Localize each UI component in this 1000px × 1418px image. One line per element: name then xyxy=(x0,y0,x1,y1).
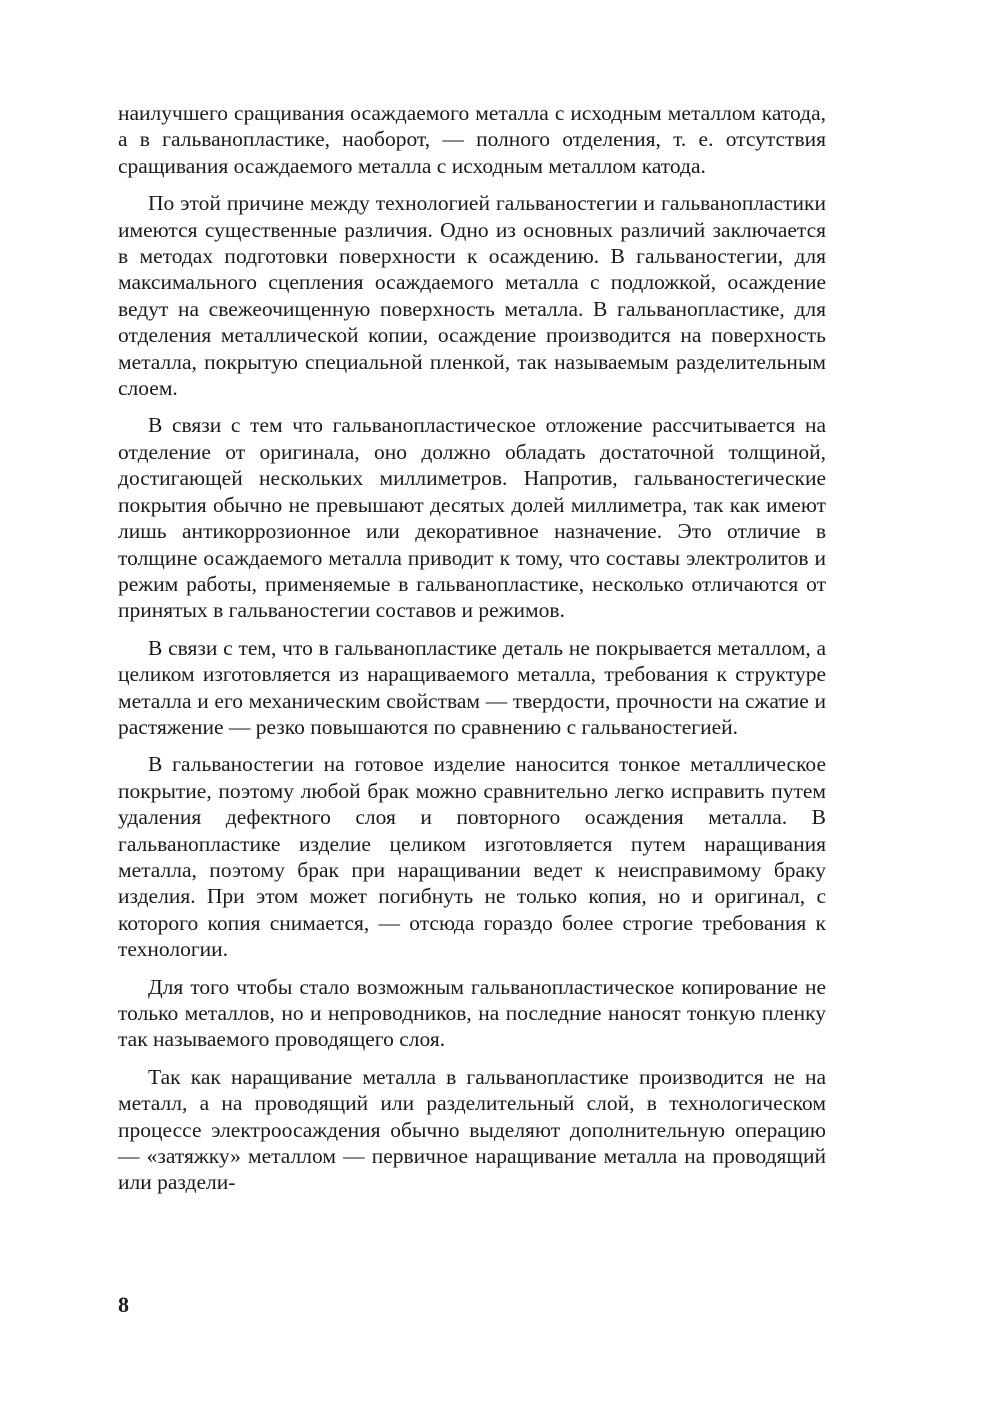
page-number: 8 xyxy=(118,1292,129,1317)
paragraph-4: В связи с тем, что в гальванопластике деталь не покрывается металлом, а целиком изготовляется из наращиваемого металла, требования к структуре металла и его механическим свойствам — твердости, прочности на сжатие и растяжение — резко повышаются по сравнению с гальваностегией. xyxy=(118,635,826,739)
paragraph-3: В связи с тем что гальванопластическое отложение рассчитывается на отделение от оригинала, оно должно обладать достаточной толщиной, достигающей нескольких миллиметров. Напротив, гальваностегические покрытия обычно не превышают десятых долей миллиметра, так как имеют лишь антикоррозионное или декоративное назначение. Это отличие в толщине осаждаемого металла приводит к тому, что составы электролитов и режим работы, применяемые в гальванопластике, несколько отличаются от принятых в гальваностегии составов и режимов. xyxy=(118,413,826,623)
paragraph-7: Так как наращивание металла в гальванопластике производится не на металл, а на проводящий или разделительный слой, в технологическом процессе электроосаждения обычно выделяют дополнительную операцию — «затяжку» металлом — первичное наращивание металла на проводящий или раздели- xyxy=(118,1064,826,1195)
paragraph-6: Для того чтобы стало возможным гальванопластическое копирование не только металлов, но и непроводников, на последние наносят тонкую пленку так называемого проводящего слоя. xyxy=(118,974,826,1052)
paragraph-2: По этой причине между технологией гальваностегии и гальванопластики имеются существенные различия. Одно из основных различий заключается в методах подготовки поверхности к осаждению. В гальваностегии, для максимального сцепления осаждаемого металла с подложкой, осаждение ведут на свежеочищенную поверхность металла. В гальванопластике, для отделения металлической копии, осаждение производится на поверхность металла, покрытую специальной пленкой, так называемым разделительным слоем. xyxy=(118,191,826,401)
paragraph-1: наилучшего сращивания осаждаемого металла с исходным металлом катода, а в гальванопластике, наоборот, — полного отделения, т. е. отсутствия сращивания осаждаемого металла с исходным металлом катода. xyxy=(118,101,826,178)
page-body xyxy=(118,100,826,1207)
paragraph-5: В гальваностегии на готовое изделие наносится тонкое металлическое покрытие, поэтому любой брак можно сравнительно легко исправить путем удаления дефектного слоя и повторного осаждения металла. В гальванопластике изделие целиком изготовляется путем наращивания металла, поэтому брак при наращивании ведет к неисправимому браку изделия. При этом может погибнуть не только копия, но и оригинал, с которого копия снимается, — отсюда гораздо более строгие требования к технологии. xyxy=(118,752,826,962)
